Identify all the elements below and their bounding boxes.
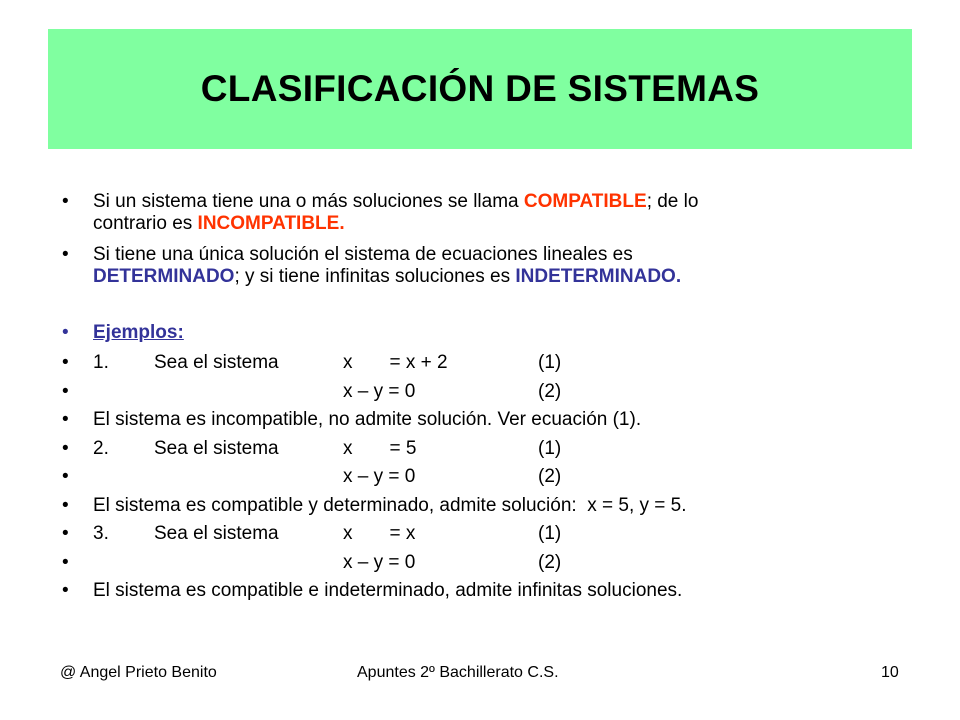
bullet: • [62,580,69,601]
equation-ref: (1) [538,438,562,459]
equation-ref: (1) [538,523,562,544]
equation: x = x + 2 [343,352,448,373]
text: ; de lo [646,191,699,212]
equation: x – y = 0 [343,552,416,573]
keyword-determinado: DETERMINADO [93,266,235,287]
equation: x = 5 [343,438,417,459]
bullet: • [62,523,69,544]
example-number: 1. [93,352,109,373]
equation: x – y = 0 [343,466,416,487]
example-label: Sea el sistema [154,523,279,544]
text: ; y si tiene infinitas soluciones es [234,266,516,287]
bullet: • [62,495,69,516]
bullet: • [62,191,69,212]
bullet: • [62,438,69,459]
footer-author: @ Angel Prieto Benito [60,664,217,681]
equation-ref: (2) [538,466,562,487]
example-label: Sea el sistema [154,352,279,373]
conclusion-text: El sistema es incompatible, no admite solución. Ver ecuación (1). [93,409,642,430]
footer-course: Apuntes 2º Bachillerato C.S. [357,664,559,681]
bullet: • [62,244,69,265]
conclusion-text: El sistema es compatible y determinado, admite solución: x = 5, y = 5. [93,495,687,516]
conclusion-text: El sistema es compatible e indeterminado, admite infinitas soluciones. [93,580,683,601]
keyword-incompatible: INCOMPATIBLE. [197,213,345,234]
equation: x = x [343,523,416,544]
ejemplos-heading: Ejemplos: [93,322,184,343]
slide-title: CLASIFICACIÓN DE SISTEMAS [200,68,760,109]
bullet: • [62,352,69,373]
equation-ref: (2) [538,552,562,573]
equation-ref: (2) [538,381,562,402]
example-label: Sea el sistema [154,438,279,459]
keyword-indeterminado: INDETERMINADO. [515,266,682,287]
bullet: • [62,466,69,487]
bullet: • [62,552,69,573]
text: contrario es [93,213,198,234]
bullet: • [62,381,69,402]
equation: x – y = 0 [343,381,416,402]
text: Si tiene una única solución el sistema de ecuaciones lineales es [93,244,633,265]
bullet: • [62,322,69,343]
example-number: 3. [93,523,109,544]
bullet: • [62,409,69,430]
example-number: 2. [93,438,109,459]
equation-ref: (1) [538,352,562,373]
text: Si un sistema tiene una o más soluciones se llama [93,191,524,212]
keyword-compatible: COMPATIBLE [523,191,647,212]
page-number: 10 [881,664,899,681]
